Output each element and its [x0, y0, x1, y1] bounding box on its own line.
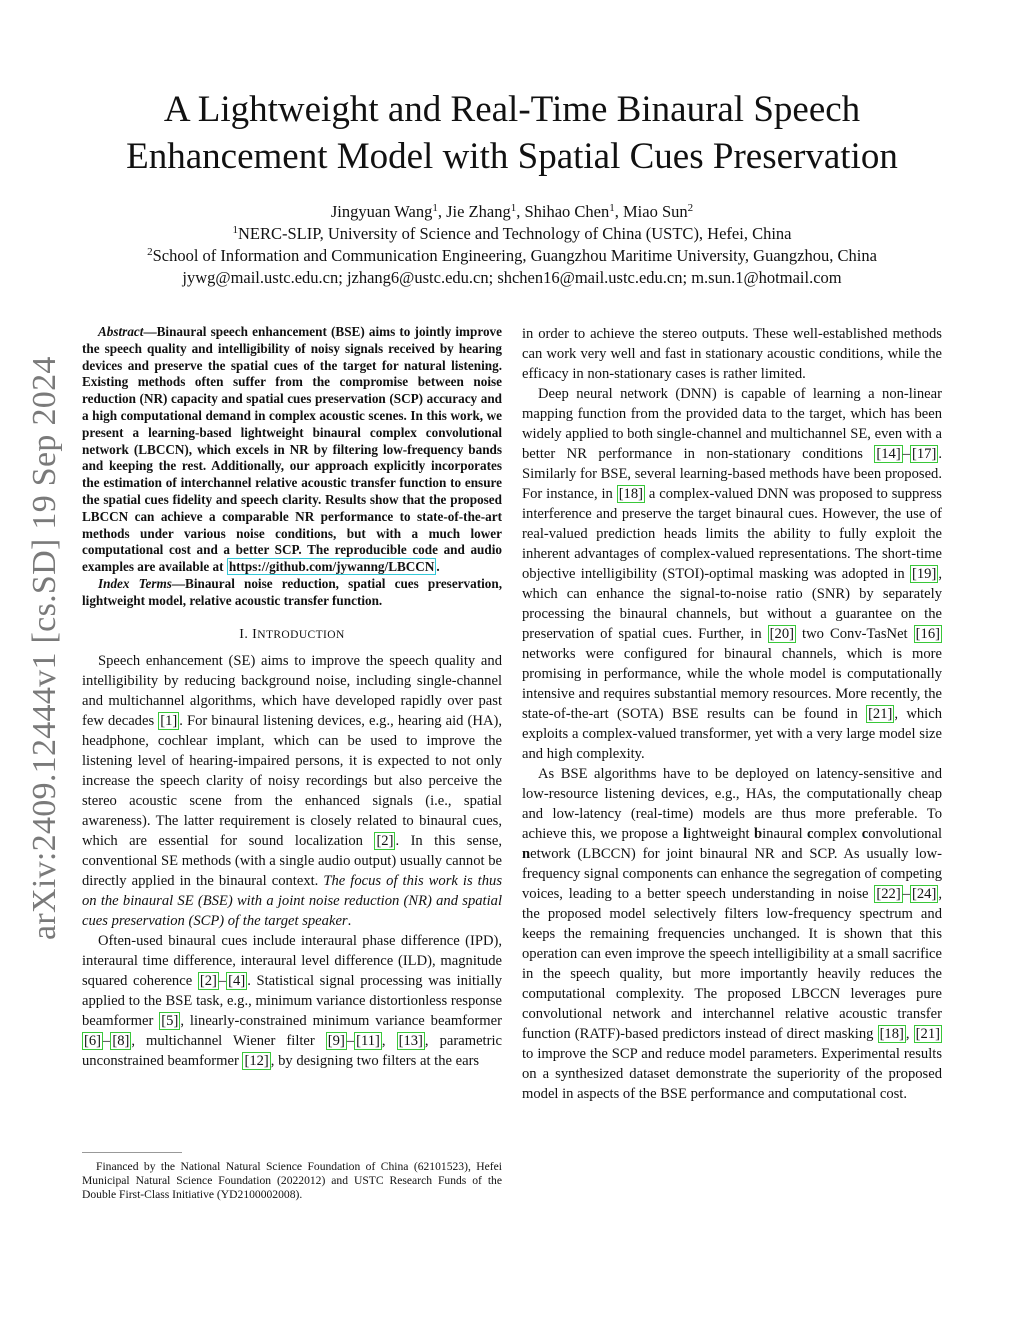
author-affiliation-mark: 1	[609, 202, 615, 214]
citation-link[interactable]: [12]	[244, 1052, 269, 1069]
citation-link[interactable]: [6]	[84, 1032, 102, 1049]
citation-link[interactable]: [13]	[398, 1032, 423, 1049]
index-terms-label: Index Terms	[98, 575, 172, 591]
abstract-text: —Binaural speech enhancement (BSE) aims to jointly improve the speech quality and intelligibility of noisy signals received by hearing devices and preserve the spatial cues of the target for natural listening. Existing methods often suffer from the compromise between noise reduction (NR) capacity and spatial cues preservation (SCP) accuracy and a high computational demand in complex acoustic scenes. In this work, we present a learning-based lightweight binaural complex convolutional network (LBCCN), which excels in NR by filtering low-frequency bands and keeping the rest. Additionally, our approach explicitly incorporates the estimation of interchannel relative acoustic transfer function to ensure the spatial cues fidelity and speech clarity. Results show that the proposed LBCCN can achieve a comparable NR performance to state-of-the-art methods under various noise conditions, but with a much lower computational cost and a better SCP. The reproducible code and audio examples are available at	[82, 324, 502, 575]
citation-link[interactable]: [18]	[879, 1026, 904, 1042]
funding-footnote: Financed by the National Natural Science Foundation of China (62101523), Hefei Municipal Natural Science Foundation (2022012) and USTC Research Funds of the Double First-Class Initiative (YD2100002008).	[82, 1160, 502, 1201]
citation-link[interactable]: [8]	[112, 1032, 130, 1049]
footnote-rule	[82, 1152, 182, 1153]
affiliation-2: $^2$School of Information and Communication Engineering, Guangzhou Maritime University, Guangzhou, China	[147, 246, 877, 265]
citation-link[interactable]: [9]	[327, 1032, 345, 1049]
author-name: Miao Sun	[623, 202, 688, 221]
affiliation-1: $^1$NERC-SLIP, University of Science and Technology of China (USTC), Hefei, China	[232, 224, 792, 243]
author-affiliation-mark: 2	[687, 202, 694, 214]
citation-link[interactable]: [21]	[915, 1026, 940, 1042]
title-line-2: Enhancement Model with Spatial Cues Preservation	[126, 136, 898, 177]
right-column	[522, 324, 942, 1104]
citation-link[interactable]: [4]	[228, 972, 246, 989]
intro-paragraph-2: Often-used binaural cues include interaural phase difference (IPD), interaural time difference, interaural level difference (ILD), magnitude squared coherence [2] – [4] . Statistical signal processing was initially applied to the BSE task, e.g., minimum variance distortionless response beamformer [5] , linearly-constrained minimum variance beamformer [6] – [8] , multichannel Wiener filter [9] – [11] , [13] , parametric unconstrained beamformer [12] , by designing two filters at the ears	[82, 932, 502, 1069]
abstract: Abstract—Binaural speech enhancement (BSE) aims to jointly improve the speech quality and intelligibility of noisy signals received by hearing devices and preserve the spatial cues of the target for natural listening. Existing methods often suffer from the compromise between noise reduction (NR) capacity and spatial cues preservation (SCP) accuracy and a high computational demand in complex acoustic scenes. In this work, we present a learning-based lightweight binaural complex convolutional network (LBCCN), which excels in NR by filtering low-frequency bands and keeping the rest. Additionally, our approach explicitly incorporates the estimation of interchannel relative acoustic transfer function to ensure the spatial cues fidelity and speech clarity. Results show that the proposed LBCCN can achieve a comparable NR performance to state-of-the-art methods under various noise conditions, but with a much lower computational cost and a better SCP. The reproducible code and audio examples are available at https://github.com/jywanng/LBCCN .	[82, 324, 502, 575]
intro-paragraph-continued: in order to achieve the stereo outputs. These well-established methods can work very well and fast in stationary acoustic conditions, while the efficacy in non-stationary cases is rather limited.	[522, 326, 942, 382]
index-terms-text: —Binaural noise reduction, spatial cues preservation, lightweight model, relative acoustic transfer function.	[82, 575, 502, 608]
author-emails: jywg@mail.ustc.edu.cn; jzhang6@ustc.edu.cn; shchen16@mail.ustc.edu.cn; m.sun.1@hotmail.com	[182, 268, 842, 287]
citation-link[interactable]: [14]	[876, 446, 901, 462]
citation-link[interactable]: [2]	[199, 972, 217, 989]
citation-link[interactable]: [18]	[618, 486, 644, 502]
citation-link[interactable]: [1]	[160, 712, 178, 729]
citation-link[interactable]: [2]	[376, 832, 394, 849]
author-affiliation-mark: 1	[432, 202, 438, 214]
intro-paragraph-1: Speech enhancement (SE) aims to improve the speech quality and intelligibility by reducing background noise, including single-channel and multichannel algorithms, which have developed rapidly over past few decades [1] . For binaural listening devices, e.g., hearing aid (HA), headphone, cochlear implant, which can be used to improve the listening level of hearing-impaired persons, it is expected to not only increase the speech clarity of noisy recordings but also perceive the stereo acoustic scene from the enhanced signals (i.e., spatial awareness). The latter requirement is closely related to binaural cues, which are essential for sound localization [2] . In this sense, conventional SE methods (with a single audio output) usually cannot be directly applied in the binaural context. The focus of this work is thus on the binaural SE (BSE) with a joint noise reduction (NR) and spatial cues preservation (SCP) of the target speaker.	[82, 652, 503, 929]
citation-link[interactable]: [19]	[912, 566, 937, 582]
author-name: Jingyuan Wang	[330, 202, 433, 221]
citation-link[interactable]: [20]	[769, 626, 794, 642]
author-block	[40, 201, 984, 289]
arxiv-identifier: arXiv:2409.12444v1 [cs.SD] 19 Sep 2024	[26, 356, 63, 940]
citation-link[interactable]: [24]	[912, 886, 937, 902]
intro-paragraph-4: As BSE algorithms have to be deployed on latency-sensitive and low-resource listening devices, e.g., HAs, the computationally cheap and low-latency (real-time) models are thus more preferable. To achieve this, we propose a lightweight binaural complex convolutional network (LBCCN) for joint binaural NR and SCP. As usually low-frequency signal components can enhance the segregation of competing voices, leading to a better speech understanding in noise [22] – [24] , the proposed model selectively filters low-frequency spectrum and keeps the remaining frequencies unchanged. It is shown that this operation can even improve the speech intelligibility at a small sacrifice in the speech quality, but more importantly heavily reduces the computational complexity. The proposed LBCCN leverages pure convolutional network and interchannel relative acoustic transfer function (RATF)-based predictors instead of direct masking [18] , [21] to improve the SCP and reduce model parameters. Experimental results on a synthesized dataset demonstrate the superiority of the proposed model in aspects of the BSE performance and computational cost.	[522, 766, 942, 1102]
citation-link[interactable]: [22]	[876, 886, 901, 902]
citation-link[interactable]: [21]	[868, 706, 893, 722]
section-heading-introduction: I. INTRODUCTION	[239, 626, 345, 642]
title-line-1: A Lightweight and Real-Time Binaural Speech	[163, 89, 861, 130]
left-column	[82, 324, 502, 1071]
author-list: Jingyuan Wang$^1$, Jie Zhang$^1$, Shihao Chen$^1$, Miao Sun$^2$	[330, 202, 694, 221]
author-affiliation-mark: 1	[510, 202, 517, 214]
author-name: Jie Zhang	[446, 202, 511, 221]
citation-link[interactable]: [17]	[912, 446, 937, 462]
abstract-label: Abstract	[98, 324, 144, 339]
citation-link[interactable]: [16]	[915, 626, 940, 642]
intro-paragraph-3: Deep neural network (DNN) is capable of learning a non-linear mapping function from the provided data to the target, which has been widely applied to both single-channel and multichannel SE, even with a better NR performance in non-stationary conditions [14] – [17] . Similarly for BSE, several learning-based methods have been proposed. For instance, in [18] a complex-valued DNN was proposed to suppress interference and preserve the target binaural cues. However, the use of real-valued prediction heads limits the ability to fully exploit the inherent advantages of complex-valued representations. The short-time objective intelligibility (STOI)-optimal masking was adopted in [19] , which can enhance the signal-to-noise ratio (SNR) by separately processing the binaural channels, but without a guarantee on the preservation of spatial cues. Further, in [20] two Conv-TasNet [16] networks were configured for binaural channels, which is more promising in performance, while the whole model is computationally intensive and requires substantial memory resources. More recently, the state-of-the-art (SOTA) BSE results can be found in [21] , which exploits a complex-valued transformer, yet with a very large model size and high complexity.	[522, 386, 943, 762]
index-terms	[82, 576, 502, 610]
citation-link[interactable]: [5]	[161, 1012, 179, 1029]
author-name: Shihao Chen	[524, 202, 610, 221]
citation-link[interactable]: [11]	[356, 1032, 380, 1049]
code-link[interactable]: https://github.com/jywanng/LBCCN	[228, 559, 435, 575]
paper-title	[60, 86, 964, 180]
